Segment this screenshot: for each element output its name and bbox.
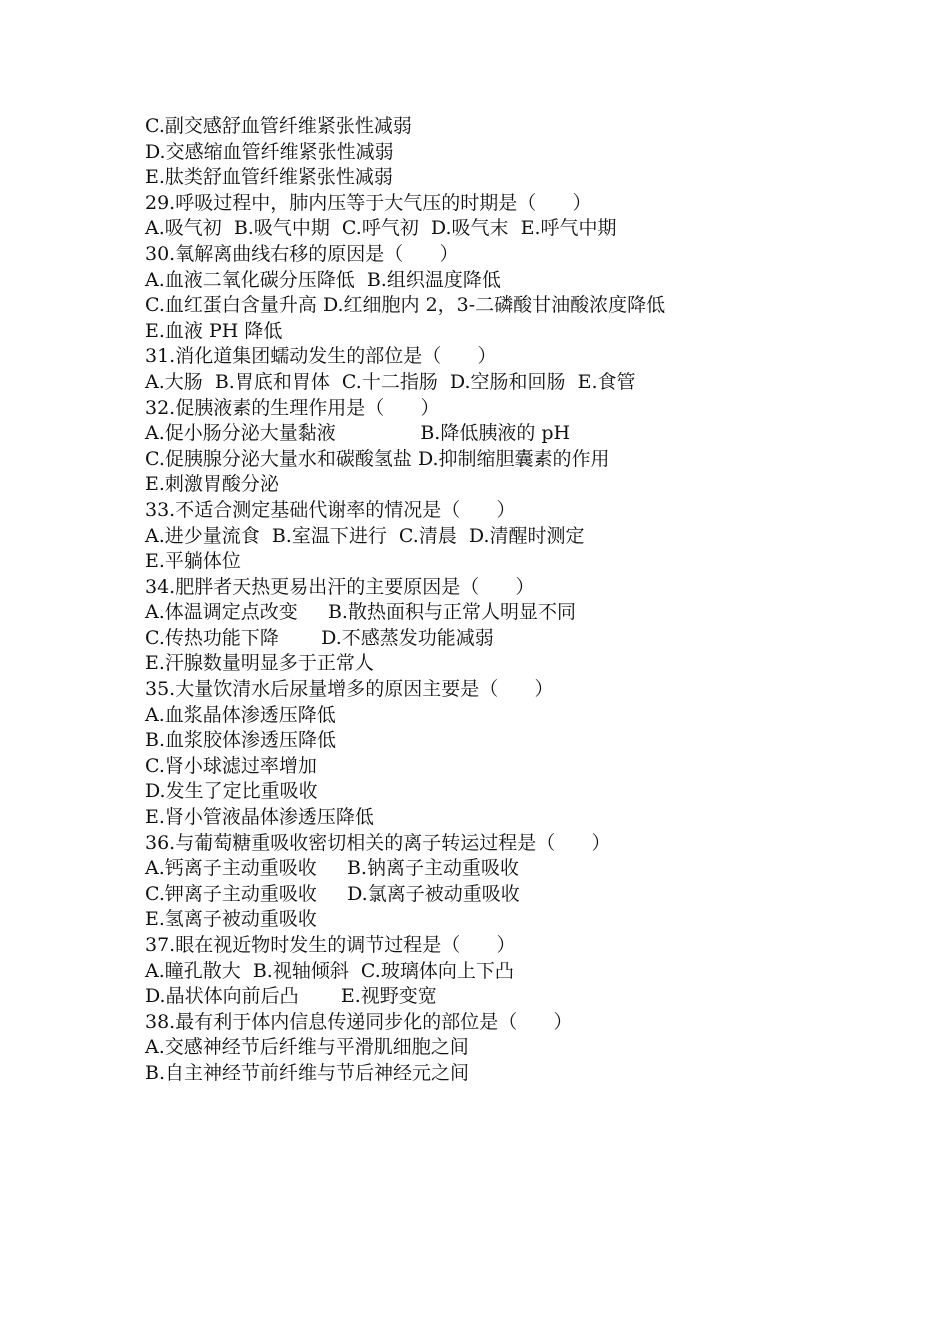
question-34: 34.肥胖者天热更易出汗的主要原因是（ ） <box>145 575 535 598</box>
text-line: E.刺激胃酸分泌 <box>145 473 279 496</box>
text-line: C.促胰腺分泌大量水和碳酸氢盐 D.抑制缩胆囊素的作用 <box>145 447 610 470</box>
text-line: A.体温调定点改变 B.散热面积与正常人明显不同 <box>145 601 576 624</box>
text-line: A.钙离子主动重吸收 B.钠离子主动重吸收 <box>145 857 519 880</box>
question-36: 36.与葡萄糖重吸收密切相关的离子转运过程是（ ） <box>145 831 611 854</box>
question-31: 31.消化道集团蠕动发生的部位是（ ） <box>145 345 497 368</box>
text-line: B.血浆胶体渗透压降低 <box>145 729 337 752</box>
question-33: 33.不适合测定基础代谢率的情况是（ ） <box>145 498 516 521</box>
text-line: A.血液二氧化碳分压降低 B.组织温度降低 <box>145 268 501 291</box>
text-line: E.肽类舒血管纤维紧张性减弱 <box>145 166 393 189</box>
text-line: D.晶状体向前后凸 E.视野变宽 <box>145 985 437 1008</box>
text-line: A.血浆晶体渗透压降低 <box>145 703 336 726</box>
text-line: A.交感神经节后纤维与平滑肌细胞之间 <box>145 1036 469 1059</box>
text-line: B.自主神经节前纤维与节后神经元之间 <box>145 1061 470 1084</box>
question-38: 38.最有利于体内信息传递同步化的部位是（ ） <box>145 1010 573 1033</box>
text-line: E.氢离子被动重吸收 <box>145 908 317 931</box>
question-32: 32.促胰液素的生理作用是（ ） <box>145 396 440 419</box>
text-line: C.钾离子主动重吸收 D.氯离子被动重吸收 <box>145 882 520 905</box>
question-30: 30.氧解离曲线右移的原因是（ ） <box>145 242 459 265</box>
text-line: E.血液 PH 降低 <box>145 319 283 342</box>
text-line: D.发生了定比重吸收 <box>145 780 318 803</box>
text-line: A.促小肠分泌大量黏液 B.降低胰液的 pH <box>145 422 571 445</box>
question-35: 35.大量饮清水后尿量增多的原因主要是（ ） <box>145 678 554 701</box>
question-29: 29.呼吸过程中，肺内压等于大气压的时期是（ ） <box>145 191 592 214</box>
document-page <box>145 114 845 1087</box>
text-line: E.汗腺数量明显多于正常人 <box>145 652 374 675</box>
options-31: A.大肠 B.胃底和胃体 C.十二指肠 D.空肠和回肠 E.食管 <box>145 370 636 393</box>
text-line: C.传热功能下降 D.不感蒸发功能减弱 <box>145 626 494 649</box>
text-line: C.副交感舒血管纤维紧张性减弱 <box>145 115 412 137</box>
text-line: A.瞳孔散大 B.视轴倾斜 C.玻璃体向上下凸 <box>145 959 514 982</box>
text-line: E.肾小管液晶体渗透压降低 <box>145 806 374 829</box>
question-37: 37.眼在视近物时发生的调节过程是（ ） <box>145 934 516 956</box>
text-line: C.肾小球滤过率增加 <box>145 754 317 777</box>
text-line: A.进少量流食 B.室温下进行 C.清晨 D.清醒时测定 <box>145 524 585 547</box>
text-line: D.交感缩血管纤维紧张性减弱 <box>145 140 394 163</box>
text-line: C.血红蛋白含量升高 D.红细胞内 2，3-二磷酸甘油酸浓度降低 <box>145 294 666 317</box>
options-29: A.吸气初 B.吸气中期 C.呼气初 D.吸气末 E.呼气中期 <box>145 217 617 240</box>
text-line: E.平躺体位 <box>145 550 241 573</box>
